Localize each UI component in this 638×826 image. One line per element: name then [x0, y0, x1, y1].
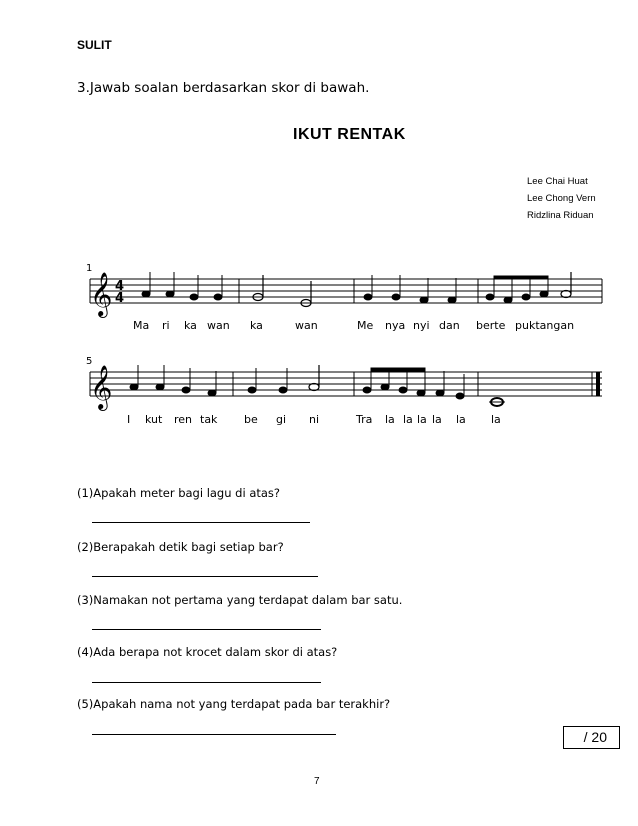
quarter-note [166, 291, 174, 297]
lyric: la [491, 413, 501, 426]
measure-number: 5 [86, 356, 93, 367]
measure-number: 1 [86, 263, 93, 274]
lyric: nyi [413, 319, 430, 332]
page-number: 7 [314, 776, 320, 787]
lyric: berte [476, 319, 506, 332]
lyric: be [244, 413, 258, 426]
question-1: (1)Apakah meter bagi lagu di atas? [77, 486, 281, 500]
time-signature-bottom: 4 [115, 291, 125, 306]
quarter-note [448, 297, 456, 303]
answer-line-2[interactable] [92, 576, 318, 577]
lyric: ren [174, 413, 193, 426]
lyric: ka [250, 319, 263, 332]
staff-2 [86, 356, 602, 426]
lyric: gi [276, 413, 287, 426]
quarter-note [190, 294, 198, 300]
quarter-note [214, 294, 222, 300]
answer-line-3[interactable] [92, 629, 321, 630]
half-note [561, 291, 571, 298]
lyric: nya [385, 319, 406, 332]
question-3: (3)Namakan not pertama yang terdapat dalam bar satu. [77, 593, 403, 607]
quarter-note [130, 384, 138, 390]
treble-clef-icon: 𝄞 [90, 272, 113, 316]
quarter-note [279, 387, 287, 393]
answer-line-1[interactable] [92, 522, 310, 523]
quarter-note [156, 384, 164, 390]
eighth-note [417, 390, 425, 396]
eighth-note [522, 294, 530, 300]
question-2: (2)Berapakah detik bagi setiap bar? [77, 540, 284, 554]
instruction-text: 3.Jawab soalan berdasarkan skor di bawah. [77, 80, 370, 96]
quarter-note [182, 387, 190, 393]
quarter-note [248, 387, 256, 393]
lyric: la [385, 413, 395, 426]
lyric: wan [207, 319, 230, 332]
lyric: wan [295, 319, 318, 332]
eighth-note [399, 387, 407, 393]
quarter-note [364, 294, 372, 300]
question-4: (4)Ada berapa not krocet dalam skor di atas? [77, 645, 338, 659]
half-note [309, 384, 319, 391]
lyric: la [403, 413, 413, 426]
eighth-note [540, 291, 548, 297]
lyric: ka [184, 319, 197, 332]
lyric: la [417, 413, 427, 426]
quarter-note [208, 390, 216, 396]
quarter-note [456, 393, 464, 399]
quarter-note [142, 291, 150, 297]
lyric: dan [439, 319, 460, 332]
quarter-note [436, 390, 444, 396]
beam [494, 276, 548, 279]
lyric: Me [357, 319, 374, 332]
lyric: ni [309, 413, 320, 426]
staff-1 [86, 263, 602, 332]
eighth-note [381, 384, 389, 390]
lyric: la [456, 413, 466, 426]
final-barline [596, 372, 600, 396]
lyric: kut [145, 413, 163, 426]
composer-name: Ridzlina Riduan [527, 210, 594, 221]
header-label: SULIT [77, 38, 112, 52]
composer-name: Lee Chong Vern [527, 193, 596, 204]
lyric: Ma [133, 319, 150, 332]
score-box: / 20 [563, 726, 620, 749]
answer-line-4[interactable] [92, 682, 321, 683]
eighth-note [363, 387, 371, 393]
beam [371, 368, 425, 371]
lyric: I [127, 413, 131, 426]
treble-clef-icon: 𝄞 [90, 365, 113, 409]
eighth-note [486, 294, 494, 300]
lyric: Tra [356, 413, 373, 426]
lyric: puktangan [515, 319, 575, 332]
lyric: tak [200, 413, 218, 426]
song-title: IKUT RENTAK [293, 126, 406, 143]
lyric: la [432, 413, 442, 426]
time-signature-top: 4 [115, 279, 125, 294]
composer-name: Lee Chai Huat [527, 176, 588, 187]
answer-line-5[interactable] [92, 734, 336, 735]
quarter-note [392, 294, 400, 300]
quarter-note [420, 297, 428, 303]
lyric: ri [162, 319, 170, 332]
eighth-note [504, 297, 512, 303]
question-5: (5)Apakah nama not yang terdapat pada bar terakhir? [77, 697, 391, 711]
